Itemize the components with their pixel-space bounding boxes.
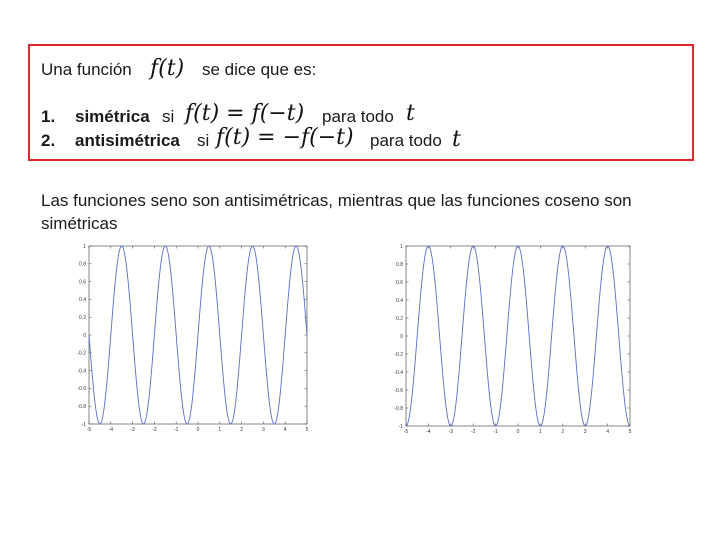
y-tick-label: -0.6 <box>77 386 86 393</box>
y-tick-label: 0.2 <box>396 315 403 322</box>
x-tick-label: -1 <box>493 429 498 435</box>
item-1-formula: f(t) = f(−t) <box>185 101 305 126</box>
y-tick-label: 0 <box>83 332 86 339</box>
y-tick-label: -0.8 <box>77 404 86 410</box>
x-tick-label: 2 <box>561 429 565 435</box>
x-tick-label: 1 <box>539 429 542 435</box>
y-tick-label: -0.8 <box>394 405 403 412</box>
y-tick-label: 0.4 <box>396 297 403 304</box>
item-2-para-todo: para todo <box>370 131 442 150</box>
item-2-formula: f(t) = −f(−t) <box>216 125 354 150</box>
y-tick-label: 0.8 <box>79 261 86 268</box>
y-tick-label: 1 <box>83 243 86 250</box>
item-1-number: 1. <box>41 107 56 126</box>
x-tick-label: -5 <box>86 427 92 433</box>
y-tick-label: 0.6 <box>79 279 86 286</box>
x-tick-label: 4 <box>283 427 287 433</box>
item-1-para-todo: para todo <box>322 107 394 126</box>
x-tick-label: 0 <box>516 429 520 435</box>
intro-fx: f(t) <box>150 56 185 81</box>
sin-series-line <box>89 246 307 424</box>
intro-text-after: se dice que es: <box>202 60 317 79</box>
y-tick-label: 0.2 <box>79 315 86 321</box>
y-tick-label: -0.2 <box>77 350 86 357</box>
x-tick-label: 3 <box>262 427 265 433</box>
x-tick-label: 4 <box>606 429 609 435</box>
item-2-si: si <box>197 131 210 150</box>
y-tick-label: -1 <box>81 421 86 428</box>
item-2-term: antisimétrica <box>75 131 180 150</box>
item-1-var: t <box>406 101 415 126</box>
x-tick-label: 2 <box>240 427 243 433</box>
x-tick-label: -3 <box>448 429 454 435</box>
x-tick-label: -2 <box>470 429 476 435</box>
x-tick-label: 3 <box>583 429 587 435</box>
y-tick-label: -0.2 <box>394 351 403 358</box>
cosine-plot <box>386 240 636 436</box>
cos-series-line <box>406 246 630 426</box>
x-tick-label: -4 <box>426 429 431 435</box>
y-tick-label: 0 <box>400 333 403 340</box>
intro-text-before: Una función <box>41 60 132 79</box>
x-tick-label: 0 <box>196 427 200 433</box>
y-tick-label: 1 <box>400 243 403 250</box>
y-tick-label: 0.6 <box>396 279 403 286</box>
x-tick-label: -5 <box>403 429 409 435</box>
item-1-term: simétrica <box>75 107 150 126</box>
sine-cosine-statement: Las funciones seno son antisimétricas, mientras que las funciones coseno son simétricas <box>41 191 632 233</box>
y-tick-label: 0.4 <box>79 297 86 304</box>
x-tick-label: -3 <box>130 427 135 433</box>
x-tick-label: -4 <box>108 427 114 433</box>
item-2-var: t <box>452 127 461 152</box>
y-tick-label: -0.6 <box>394 387 403 394</box>
x-tick-label: -2 <box>152 427 157 433</box>
y-tick-label: 0.8 <box>396 261 403 268</box>
x-tick-label: -1 <box>173 427 179 433</box>
y-tick-label: -0.4 <box>394 369 403 376</box>
y-tick-label: -0.4 <box>77 368 86 375</box>
item-1-si: si <box>162 107 175 126</box>
x-tick-label: 5 <box>628 429 632 435</box>
x-tick-label: 5 <box>305 427 309 433</box>
item-2-number: 2. <box>41 131 56 150</box>
x-tick-label: 1 <box>218 427 222 433</box>
y-tick-label: -1 <box>398 423 403 430</box>
sine-plot <box>64 240 314 436</box>
